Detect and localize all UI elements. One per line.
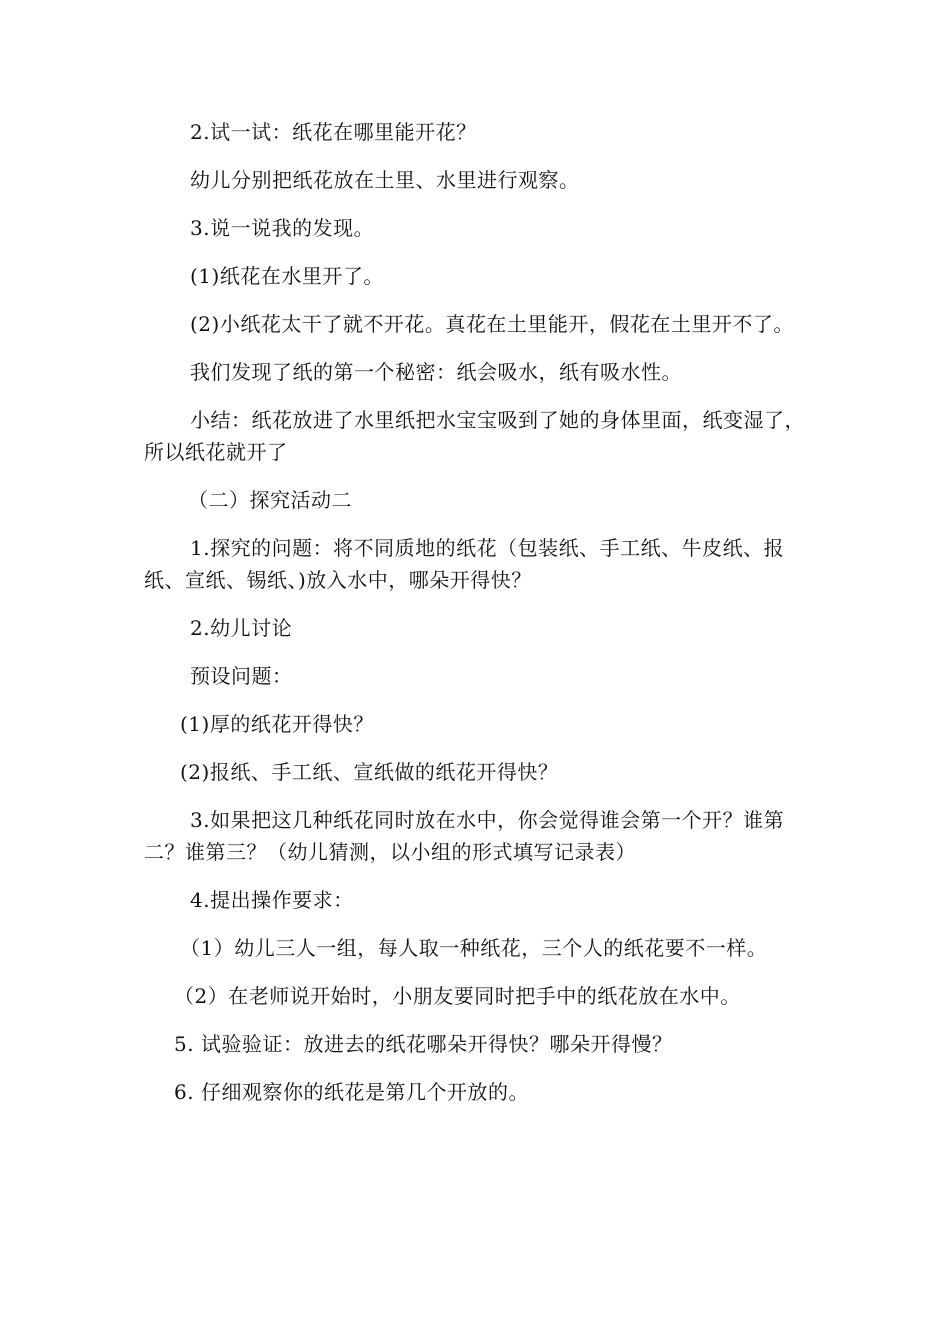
paragraph: 6. 仔细观察你的纸花是第几个开放的。 — [174, 1080, 529, 1104]
paragraph: （2）在老师说开始时，小朋友要同时把手中的纸花放在水中。 — [174, 984, 741, 1008]
paragraph: (1)纸花在水里开了。 — [190, 264, 384, 288]
paragraph: 2.幼儿讨论 — [190, 616, 293, 640]
paragraph: 幼儿分别把纸花放在土里、水里进行观察。 — [190, 168, 580, 192]
paragraph: 小结：纸花放进了水里纸把水宝宝吸到了她的身体里面，纸变湿了，所以纸花就开了 — [144, 408, 805, 464]
paragraph: (2)小纸花太干了就不开花。真花在土里能开，假花在土里开不了。 — [190, 312, 794, 336]
paragraph: 5. 试验验证：放进去的纸花哪朵开得快？哪朵开得慢？ — [174, 1032, 673, 1056]
section-heading: （二）探究活动二 — [188, 488, 352, 512]
paragraph: 1.探究的问题：将不同质地的纸花（包装纸、手工纸、牛皮纸、报纸、宣纸、锡纸、)放入水中，哪朵开得快？ — [144, 536, 785, 592]
paragraph: 4.提出操作要求： — [190, 888, 354, 912]
paragraph: (2)报纸、手工纸、宣纸做的纸花开得快？ — [180, 760, 559, 784]
paragraph: 3.如果把这几种纸花同时放在水中，你会觉得谁会第一个开？谁第二？谁第三？（幼儿猜测，以小组的形式填写记录表） — [144, 808, 785, 864]
paragraph: 预设问题： — [190, 664, 293, 688]
document-body — [144, 116, 814, 1124]
paragraph: (1)厚的纸花开得快？ — [180, 712, 374, 736]
paragraph: 我们发现了纸的第一个秘密：纸会吸水，纸有吸水性。 — [190, 360, 682, 384]
paragraph: 3.说一说我的发现。 — [190, 216, 375, 240]
paragraph: 2.试一试：纸花在哪里能开花？ — [190, 120, 477, 144]
paragraph: （1）幼儿三人一组，每人取一种纸花，三个人的纸花要不一样。 — [180, 936, 768, 960]
